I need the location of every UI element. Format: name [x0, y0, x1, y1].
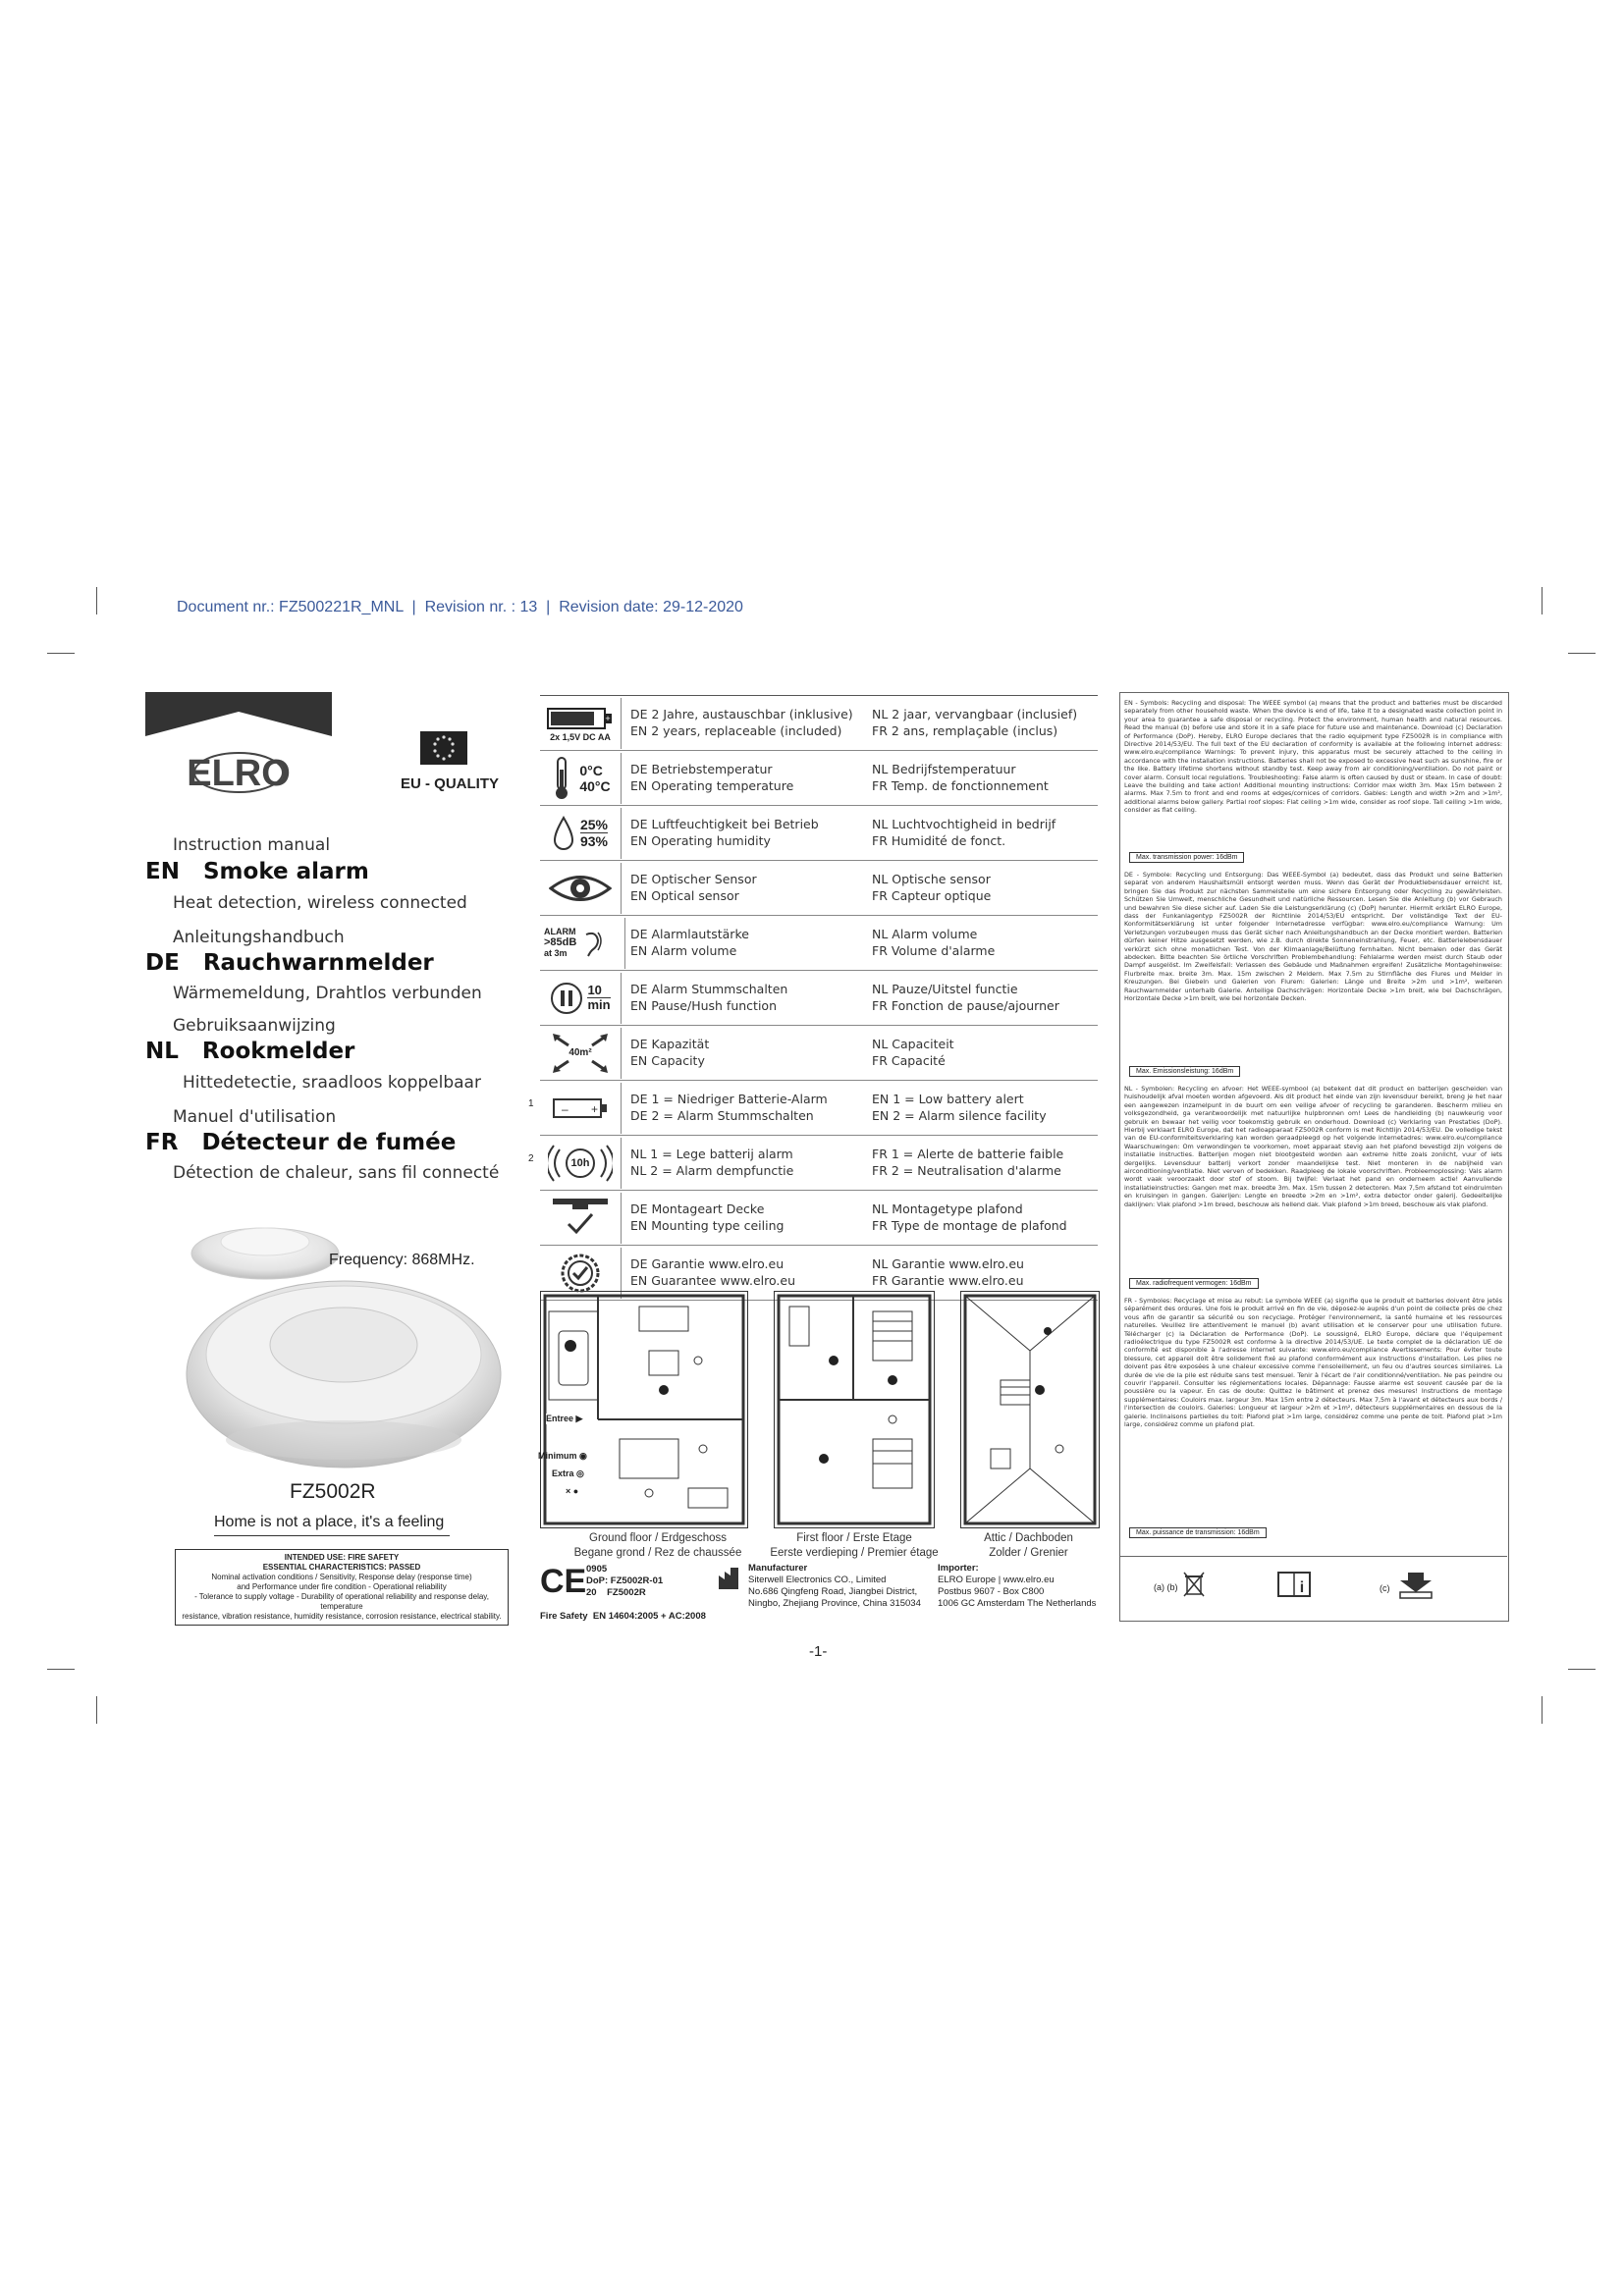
crop-mark	[96, 1696, 97, 1724]
product-title-nl: NL Rookmelder	[145, 1039, 355, 1064]
temp-max: 40°C	[579, 777, 611, 794]
legend-extra: Extra ◎	[552, 1468, 584, 1478]
spec-fr: EN 2 = Alarm silence facility	[872, 1108, 1047, 1123]
svg-text:+: +	[605, 713, 611, 723]
spec-en: EN Operating humidity	[630, 833, 771, 848]
spec-de: DE Optischer Sensor	[630, 872, 757, 886]
notice-line: Nominal activation conditions / Sensitivity, Response delay (response time)	[211, 1573, 472, 1581]
spec-row	[528, 1136, 1098, 1191]
manual-label: Gebruiksaanwijzing	[173, 1016, 336, 1036]
alarm-volume-icon	[540, 918, 625, 969]
spec-fr: FR Capteur optique	[872, 888, 992, 903]
spec-row	[540, 971, 1098, 1026]
spec-en: EN Optical sensor	[630, 888, 739, 903]
caption-line: Eerste verdieping / Premier étage	[770, 1547, 939, 1559]
caption-line: First floor / Erste Etage	[796, 1532, 912, 1544]
temp-min: 0°C	[579, 762, 603, 778]
pause-icon	[540, 973, 622, 1024]
crop-mark	[96, 587, 97, 614]
spec-en: EN Pause/Hush function	[630, 998, 777, 1013]
spec-de: DE Montageart Decke	[630, 1201, 765, 1216]
slogan-underline	[214, 1535, 450, 1536]
importer-line: 1006 GC Amsterdam The Netherlands	[938, 1598, 1097, 1609]
spec-de: DE Betriebstemperatur	[630, 762, 773, 776]
capacity-value: 40m²	[568, 1047, 592, 1058]
spec-table	[528, 695, 1098, 1301]
spec-en: DE 2 = Alarm Stummschalten	[630, 1108, 814, 1123]
eye-icon	[540, 863, 622, 914]
page-number: -1-	[809, 1643, 828, 1660]
text-block-nl: NL - Symbolen: Recycling en afvoer: Het WEEE-symbool (a) betekent dat dit product en batterijen gescheiden van huishoudelijk afval moeten worden afgevoerd. Als dit product het einde van zijn levensduur bereikt, breng je het naar een aangewezen inzamelpunt in de buurt om een veilige afvoer of recycling te garanderen. Bescherm milieu en volksgezondheid, ga verantwoordelijk met natuurlijke hulpbronnen om! Lees de handleiding (b) nauwkeurig voor gebruik en bewaar het veilig voor toekomstig gebruik en onderhoud. Download (c) Verklaring van Prestaties (DoP). Hierbij verklaart ELRO Europe, dat het radioapparaat FZ5002R conform is met Richtlijn 2014/53/EU. De volledige tekst van de EU-conformiteitsverklaring kan worden geraadpleegd op het volgende internetadres: www.elro.eu/compliance Waarschuwingen: Om verwondingen te voorkomen, moet apparaat stevig aan het plafond bevestigd zijn volgens de installatie instructies. Batterijen mogen niet blootgesteld worden aan extreme hitte zoals zonlicht, vuur of iets dergelijks. Levensduur batterij verkort zonder maandelijkse test. Niet monteren in de nabijheid van airconditioning/ventilatie. Niet verven of bedekken. Raadpleeg de lokale voorschriften. Probleemoplossing: Vals alarm wordt vaak veroorzaakt door stof of stoom. Bij twijfel: Verlaat het pand en onderneem actie! Aanvullende installatieinstructies: Gangen met max. breedte 3m. Max. 15m tussen 2 detectoren. Max 7,5m afstand tot eindruimten en kruisingen in gangen. Galerijen: Lengte en breedte >2m en >1m², extra detector onder galerij. Gedeeltelijke daklijnen: Vlak plafond >1m breed, beschouw als hellend dak. Vlak plafond >1m breed, beschouw als vlak plafond.	[1124, 1085, 1502, 1208]
text-block-de: DE - Symbole: Recycling und Entsorgung: Das WEEE-Symbol (a) bedeutet, dass das Produkt und seine Batterien separat von anderem Haushaltsmüll entsorgt werden muss. Wenn das Gerät der Produktlebensdauer erreicht ist, bringen Sie das Produkt zur nächsten Sammelstelle um eine sichere Entsorgung oder Recycling zu gewährleisten. Schützen Sie Umwelt, menschliche Gesundheit und natürliche Ressourcen. Lesen Sie die Anleitung (b) vor Gebrauch und bewahren Sie diese sicher auf. Laden Sie die Leistungserklärung (c) (DoP) herunter. Hiermit erklärt ELRO Europe, dass der Funkanlagentyp FZ5002R der Richtlinie 2014/53/EU entspricht. Der vollständige Text der EU-Konformitätserklärung ist unter folgender Internetadresse verfügbar: www.elro.eu/compliance Warnung: Um Verletzungen vorzubeugen muss das Gerät sicher nach Anleitungshandbuch an der Decke montiert werden. Batterien dürfen keiner Hitze ausgesetzt werden, wie z.B. durch direkte Sonneneinstrahlung, Feuer, etc. Batterielebensdauer verkürzt sich ohne monatlichen Test. Von der Klimaanlage/Belüftung fernhalten. Nicht bemalen oder das Gerät abdecken. Bitte beachten Sie örtliche Vorschriften Problembehandlung: Fehlalarme werden meist durch Staub oder Dampf ausgelöst. Im Zweifelsfall: Verlassen des Gebäude und Maßnahmen ergreifen! Zusätzliche Montagehinweise: Flurbreite max. breite 3m. Max. 15m zwischen 2 Meldern. Max 7.5m zu Stirnfläche des Flures und Melder in Kreuzungen. Bei Giebeln und Galerien von Flurem: Galerien: Länge und Breite >2m und >1m², weiteren Rauchwarnmelder unterhalb Galerie. Anteilige Dachschrägen: Horizontale Decke >1m breit, wie bei Dachschrägen, Horizontale Decke >1m breit, wie bei horizontale Decken.	[1124, 871, 1502, 1003]
power-label-fr: Max. puissance de transmission: 16dBm	[1129, 1527, 1267, 1538]
importer-line: ELRO Europe | www.elro.eu	[938, 1575, 1055, 1585]
legend-none: × ●	[566, 1486, 579, 1496]
manual-label: Anleitungshandbuch	[173, 928, 345, 947]
row-number: 1	[528, 1098, 534, 1109]
importer-line: Postbus 9607 - Box C800	[938, 1586, 1045, 1597]
plan-caption-ground	[565, 1531, 751, 1561]
alarm-text: ALARM	[544, 927, 576, 936]
spec-en: EN Mounting type ceiling	[630, 1218, 785, 1233]
power-label-en: Max. transmission power: 16dBm	[1129, 852, 1244, 863]
crop-mark	[1568, 653, 1596, 654]
ce-line: 0905	[586, 1564, 608, 1575]
crop-mark	[47, 1669, 75, 1670]
low-battery-icon	[540, 1083, 622, 1134]
manufacturer-line: Ningbo, Zhejiang Province, China 315034	[748, 1598, 921, 1609]
spec-fr: FR Type de montage de plafond	[872, 1218, 1067, 1233]
ce-line: DoP: FZ5002R-01	[586, 1575, 664, 1586]
notice-line: resistance, vibration resistance, humidity resistance, corrosion resistance, electrical stability.	[182, 1612, 502, 1621]
download-symbol	[1380, 1571, 1435, 1605]
manual-info-icon	[1276, 1571, 1312, 1603]
spec-fr: FR 2 = Neutralisation d'alarme	[872, 1163, 1061, 1178]
product-subtitle-de: Wärmemeldung, Drahtlos verbunden	[173, 984, 482, 1003]
spec-nl: NL Bedrijfstemperatuur	[872, 762, 1016, 776]
product-subtitle-nl: Hittedetectie, sraadloos koppelbaar	[183, 1073, 481, 1093]
crop-mark	[1542, 587, 1543, 614]
legend-minimum: Minimum ◉	[538, 1451, 587, 1461]
spec-en: NL 2 = Alarm dempfunctie	[630, 1163, 794, 1178]
notice-line: and Performance under fire condition - Operational reliability	[237, 1582, 447, 1591]
crop-mark	[1568, 1669, 1596, 1670]
crop-mark	[1542, 1696, 1543, 1724]
spec-row	[540, 1191, 1098, 1246]
product-subtitle-fr: Détection de chaleur, sans fil connecté	[173, 1163, 500, 1183]
manual-label: Instruction manual	[173, 835, 331, 855]
intended-use-box	[175, 1549, 509, 1626]
eu-flag-icon	[420, 731, 467, 765]
eu-quality-label: EU - QUALITY	[401, 775, 499, 792]
spec-nl: NL Garantie www.elro.eu	[872, 1256, 1024, 1271]
ce-mark: CE	[540, 1563, 587, 1600]
hush-value: 10h	[570, 1156, 590, 1169]
hush-10h-icon	[540, 1138, 622, 1189]
spec-row	[540, 916, 1098, 971]
caption-line: Attic / Dachboden	[984, 1532, 1073, 1544]
symbol-tag: (a) (b)	[1154, 1581, 1178, 1592]
legend-entree: Entree ▶	[546, 1414, 583, 1423]
spec-row	[540, 861, 1098, 916]
spec-fr: FR Temp. de fonctionnement	[872, 778, 1049, 793]
spec-fr: FR Volume d'alarme	[872, 943, 996, 958]
manufacturer-icon	[717, 1566, 740, 1596]
spec-row	[528, 1081, 1098, 1136]
manufacturer-info	[748, 1563, 921, 1610]
product-subtitle-en: Heat detection, wireless connected	[173, 893, 467, 913]
spec-de: DE Alarm Stummschalten	[630, 982, 788, 996]
spec-de: DE Luftfeuchtigkeit bei Betrieb	[630, 817, 819, 831]
model-label: FZ5002R	[290, 1480, 376, 1503]
product-title-fr: FR Détecteur de fumée	[145, 1130, 457, 1155]
text-block-fr: FR - Symboles: Recyclage et mise au rebut: Le symbole WEEE (a) signifie que le produit et batteries doivent être jetés séparément des ordures. Une fois le produit arrivé en fin de vie, déposez-le auprès d'un point de collecte près de chez vous afin de garantir sa sécurité ou son recyclage. Protéger l'environnement, la santé humaine et les ressources naturelles. Veuillez lire attentivement le manuel (b) avant utilisation et le conserver pour une utilisation future. Télécharger (c) la Déclaration de Performance (DoP). Le soussigné, ELRO Europe, déclare que l'équipement radioélectrique du type FZ5002R est conforme à la directive 2014/53/UE. Le texte complet de la déclaration UE de conformité est disponible à l'adresse internet suivante: www.elro.eu/compliance Avertissements: Pour éviter toute blessure, cet appareil doit être solidement fixé au plafond conformément aux instructions d'installation. Les piles ne doivent pas être exposées à une chaleur excessive comme l'ensoleillement, un feu ou d'autres sources similaires. La durée de vie de la pile est réduite sans test mensuel. Tenir à l'écart de l'air conditionné/ventilation. Ne pas peindre ou couvrir l'appareil. Consulter les réglementations locales. Dépannage: Fausse alarme est souvent causée par de la poussière ou la vapeur. En cas de doute: Quittez le bâtiment et prenez des mesures! Instructions de montage supplémentaires: Couloirs max. largeur 3m. Max 15m entre 2 détecteurs. Max 7,5m à l'avant et détecteurs aux bords / l'intersection de couloirs. Galeries: Longueur et largeur >2m et >1m², détecteurs supplémentaires en dessous de la galerie. Inclinaisons partielles du toit: Plafond plat >1m large, considérez comme une pente de toit. Plafond plat >1m large, considérez comme un plafond plat.	[1124, 1297, 1502, 1429]
spec-fr: FR Garantie www.elro.eu	[872, 1273, 1024, 1288]
spec-row	[540, 696, 1098, 751]
legend-extra-label: Extra	[552, 1468, 574, 1478]
svg-text:i: i	[1299, 1579, 1305, 1596]
elro-logo	[145, 692, 332, 859]
notice-line: ESSENTIAL CHARACTERISTICS: PASSED	[262, 1563, 421, 1572]
ce-line: 20 FZ5002R	[586, 1587, 646, 1598]
humidity-max: 93%	[579, 833, 609, 849]
spec-nl: NL 2 jaar, vervangbaar (inclusief)	[872, 707, 1078, 721]
power-label-de: Max. Emissionsleistung: 16dBm	[1129, 1066, 1240, 1077]
humidity-icon	[540, 808, 622, 859]
spec-en: EN 2 years, replaceable (included)	[630, 723, 842, 738]
alarm-distance: at 3m	[544, 948, 568, 958]
spec-de: DE 2 Jahre, austauschbar (inklusive)	[630, 707, 853, 721]
spec-fr: FR Fonction de pause/ajourner	[872, 998, 1059, 1013]
spec-fr: FR 2 ans, remplaçable (inclus)	[872, 723, 1058, 738]
battery-spec: 2x 1,5V DC AA	[550, 731, 611, 742]
spec-row	[540, 1026, 1098, 1081]
document-header: Document nr.: FZ500221R_MNL | Revision nr. : 13 | Revision date: 29-12-2020	[177, 599, 743, 615]
frequency-label: Frequency: 868MHz.	[329, 1252, 475, 1268]
weee-bin-icon	[1182, 1571, 1206, 1603]
svg-text:+: +	[591, 1101, 599, 1116]
weee-symbol	[1154, 1571, 1206, 1603]
importer-title: Importer:	[938, 1563, 979, 1574]
product-title-de: DE Rauchwarnmelder	[145, 950, 434, 976]
alarm-db: >85dB	[544, 936, 577, 948]
spec-nl: NL Optische sensor	[872, 872, 991, 886]
spec-nl: NL Capaciteit	[872, 1037, 954, 1051]
spec-de: DE Kapazität	[630, 1037, 710, 1051]
spec-nl: EN 1 = Low battery alert	[872, 1092, 1024, 1106]
attic-plan	[960, 1291, 1100, 1528]
spec-en: EN Guarantee www.elro.eu	[630, 1273, 796, 1288]
spec-fr: FR Humidité de fonct.	[872, 833, 1006, 848]
row-number: 2	[528, 1153, 534, 1164]
legend-minimum-label: Minimum	[538, 1451, 577, 1461]
spec-en: EN Capacity	[630, 1053, 705, 1068]
spec-nl: NL Montagetype plafond	[872, 1201, 1023, 1216]
legend-entree-label: Entree	[546, 1414, 574, 1423]
product-title-en: EN Smoke alarm	[145, 859, 369, 884]
spec-de: DE 1 = Niedriger Batterie-Alarm	[630, 1092, 828, 1106]
spec-nl: NL Luchtvochtigheid in bedrijf	[872, 817, 1056, 831]
pause-unit: min	[587, 997, 611, 1012]
spec-de: DE Garantie www.elro.eu	[630, 1256, 785, 1271]
pause-value: 10	[587, 984, 610, 998]
manufacturer-line: No.686 Qingfeng Road, Jiangbei District,	[748, 1586, 918, 1597]
battery-icon	[540, 698, 622, 749]
symbol-tag: (c)	[1380, 1582, 1390, 1593]
importer-info	[938, 1563, 1096, 1610]
slogan: Home is not a place, it's a feeling	[214, 1514, 445, 1530]
ce-info	[545, 1564, 663, 1599]
spec-nl: FR 1 = Alerte de batterie faible	[872, 1147, 1064, 1161]
first-floor-plan	[774, 1291, 935, 1528]
power-label-nl: Max. radiofrequent vermogen: 16dBm	[1129, 1278, 1259, 1289]
spec-row	[540, 806, 1098, 861]
caption-line: Ground floor / Erdgeschoss	[589, 1532, 727, 1544]
plan-caption-attic	[957, 1531, 1100, 1561]
spec-en: EN Operating temperature	[630, 778, 794, 793]
logo-text: ELRO	[187, 753, 291, 794]
manual-label: Manuel d'utilisation	[173, 1107, 337, 1127]
crop-mark	[47, 653, 75, 654]
svg-text:–: –	[562, 1101, 568, 1116]
caption-line: Zolder / Grenier	[989, 1547, 1068, 1559]
notice-line: - Tolerance to supply voltage - Durability of operational reliability and response delay, temperature	[194, 1592, 489, 1611]
spec-nl: NL Pauze/Uitstel functie	[872, 982, 1018, 996]
ceiling-mount-icon	[540, 1193, 622, 1244]
plan-caption-first	[761, 1531, 947, 1561]
text-block-en: EN - Symbols: Recycling and disposal: The WEEE symbol (a) means that the product and batteries must be discarded separately from other household waste. When the device is end of life, take it to a designated waste collection point in your area to guarantee a safe disposal or recycling. Protect the environment, human health and natural resources. Read the manual (b) before use and store it in a safe place for future use and maintenance. Download (c) Declaration of Performance (DoP). Hereby, ELRO Europe declares that the radio equipment type FZ5002R is in compliance with Directive 2014/53/EU. The full text of the EU declaration of conformity is available at the following internet address: www.elro.eu/compliance Warnings: To prevent injury, this apparatus must be securely attached to the ceiling in accordance with the installation instructions. Batteries shall not be exposed to excessive heat such as sunshine, fire or the like. Battery lifetime shortens without standby test. Keep away from air conditioning/ventilation. Do not paint or cover alarm. Consult local regulations. Troubleshooting: False alarm is often caused by dust or steam. In case of doubt: Leave the building and take action! Additional mounting instructions: Corridor max width 3m. Max 15m between 2 alarms. Max 7.5m to front and end rooms at edges/cornices of corridors. Gables: Length and width >2m and >1m², additional alarms below gallery. Partial roof slopes: Flat ceiling >1m wide, consider as roof slope. Tall ceiling >1m wide, consider as flat ceiling.	[1124, 699, 1502, 815]
caption-line: Begane grond / Rez de chaussée	[573, 1547, 742, 1559]
spec-nl: NL Alarm volume	[872, 927, 978, 941]
capacity-icon	[540, 1028, 622, 1079]
humidity-min: 25%	[579, 817, 609, 832]
download-icon	[1396, 1571, 1435, 1605]
manufacturer-title: Manufacturer	[748, 1563, 808, 1574]
spec-fr: FR Capacité	[872, 1053, 946, 1068]
spec-de: NL 1 = Lege batterij alarm	[630, 1147, 793, 1161]
spec-row	[540, 751, 1098, 806]
fire-safety-standard: Fire Safety EN 14604:2005 + AC:2008	[540, 1611, 706, 1622]
thermometer-icon	[540, 753, 622, 804]
notice-line: INTENDED USE: FIRE SAFETY	[284, 1553, 400, 1562]
spec-de: DE Alarmlautstärke	[630, 927, 749, 941]
spec-en: EN Alarm volume	[630, 943, 737, 958]
manufacturer-line: Siterwell Electronics CO., Limited	[748, 1575, 887, 1585]
